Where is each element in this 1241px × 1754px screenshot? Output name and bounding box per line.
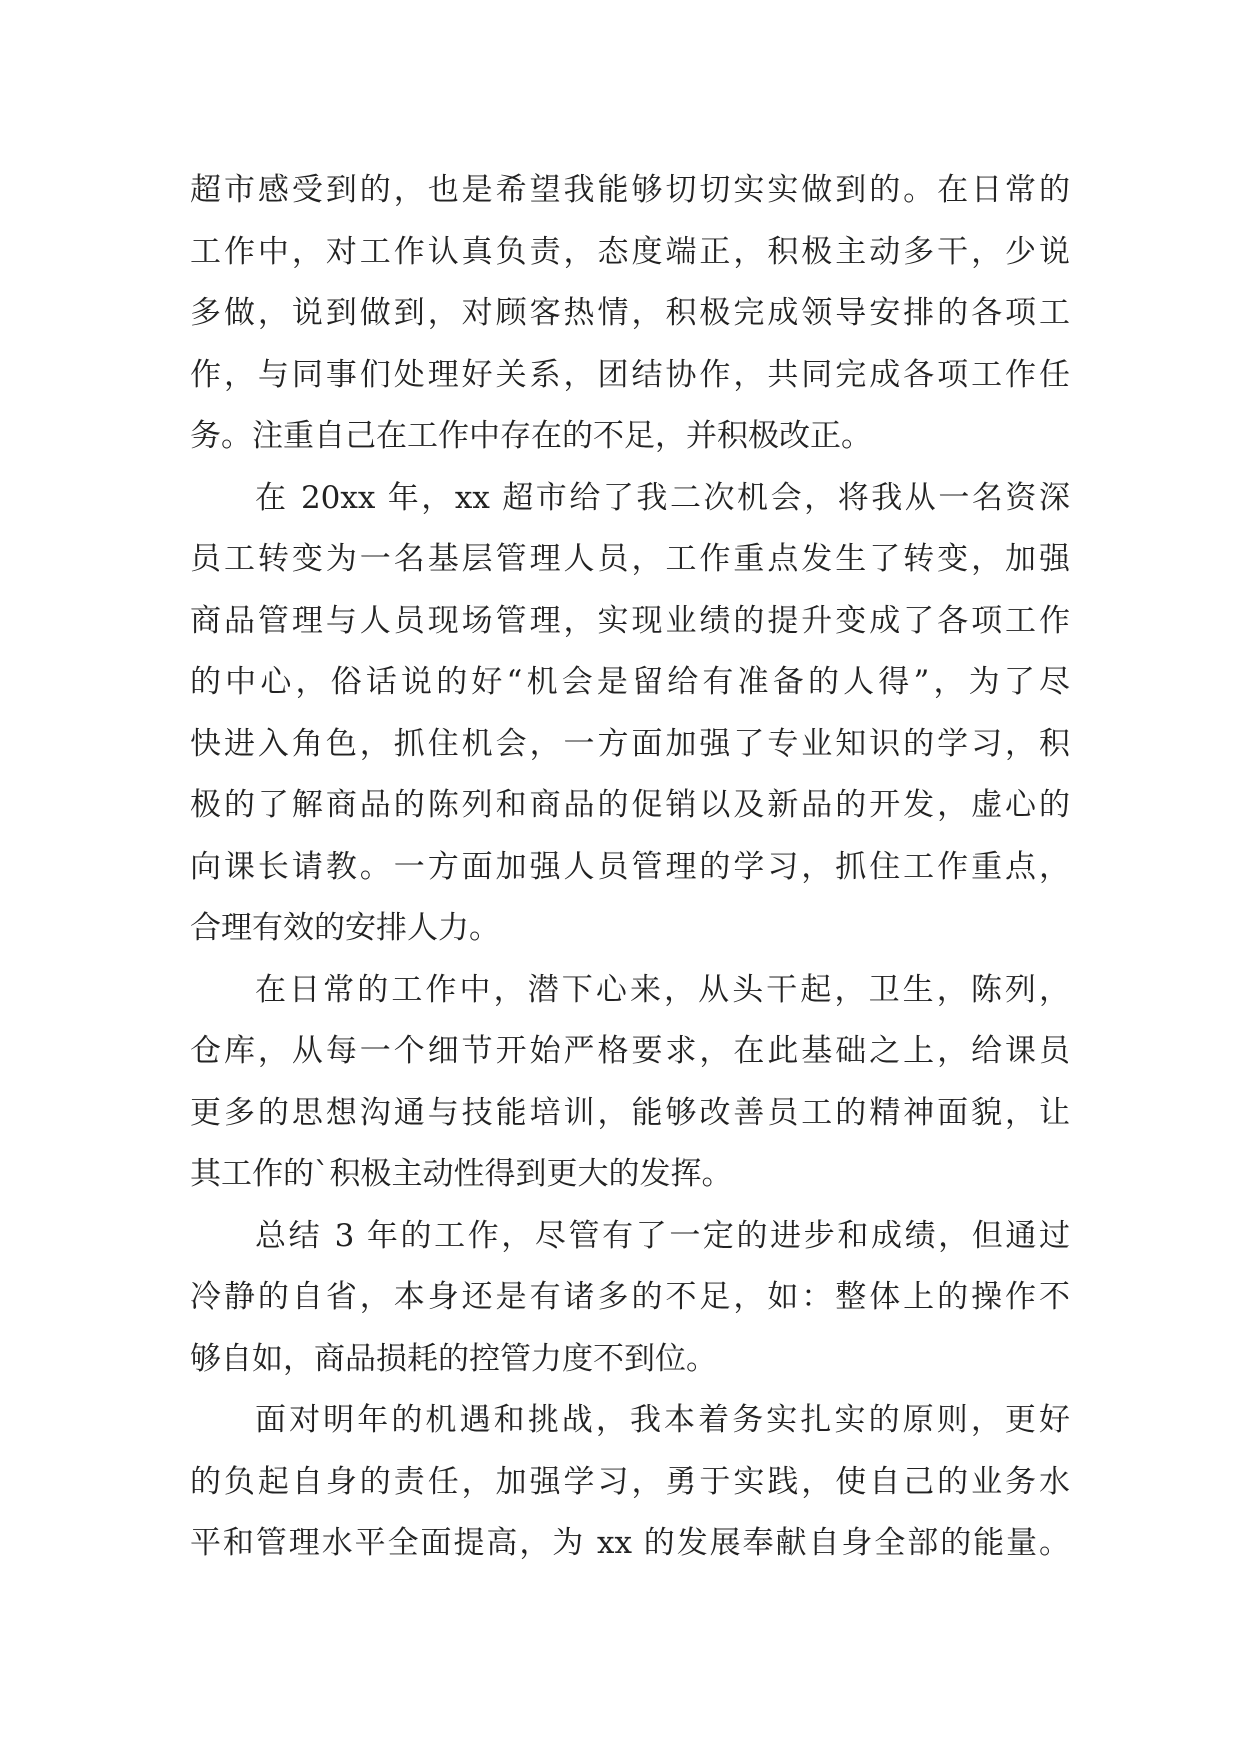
text-line: 仓库，从每一个细节开始严格要求，在此基础之上，给课员	[190, 1033, 1070, 1069]
text-line: 多做，说到做到，对顾客热情，积极完成领导安排的各项工	[190, 295, 1070, 331]
text-line: 工作中，对工作认真负责，态度端正，积极主动多干，少说	[190, 233, 1070, 270]
text-line: 的负起自身的责任，加强学习，勇于实践，使自己的业务水	[190, 1463, 1070, 1500]
text-line: 向课长请教。一方面加强人员管理的学习，抓住工作重点，	[190, 848, 1070, 885]
text-line: 更多的思想沟通与技能培训，能够改善员工的精神面貌，让	[190, 1094, 1070, 1131]
text-line: 商品管理与人员现场管理，实现业绩的提升变成了各项工作	[190, 602, 1070, 639]
text-line: 合理有效的安排人力。	[190, 910, 500, 946]
text-line: 其工作的`积极主动性得到更大的发挥。	[190, 1156, 733, 1192]
text-line: 极的了解商品的陈列和商品的促销以及新品的开发，虚心的	[190, 787, 1070, 823]
text-line: 超市感受到的，也是希望我能够切切实实做到的。在日常的	[190, 172, 1070, 208]
text-line: 平和管理水平全面提高，为 xx 的发展奉献自身全部的能量。	[190, 1525, 1070, 1561]
text-line: 冷静的自省，本身还是有诸多的不足，如：整体上的操作不	[190, 1279, 1070, 1315]
text-line: 作，与同事们处理好关系，团结协作，共同完成各项工作任	[190, 356, 1070, 393]
text-line: 的中心，俗话说的好“机会是留给有准备的人得”，为了尽	[190, 664, 1070, 700]
paragraph-first-line: 在 20xx 年，xx 超市给了我二次机会，将我从一名资深	[255, 479, 1070, 516]
paragraph-first-line: 总结 3 年的工作，尽管有了一定的进步和成绩，但通过	[255, 1217, 1070, 1254]
text-line: 务。注重自己在工作中存在的不足，并积极改正。	[190, 418, 872, 454]
text-line: 快进入角色，抓住机会，一方面加强了专业知识的学习，积	[190, 725, 1070, 762]
text-line: 够自如，商品损耗的控管力度不到位。	[190, 1340, 717, 1377]
document-body	[190, 160, 1070, 1575]
paragraph-first-line: 在日常的工作中，潜下心来，从头干起，卫生，陈列，	[255, 971, 1070, 1008]
paragraph-first-line: 面对明年的机遇和挑战，我本着务实扎实的原则，更好	[255, 1402, 1070, 1438]
text-line: 员工转变为一名基层管理人员，工作重点发生了转变，加强	[190, 541, 1070, 577]
